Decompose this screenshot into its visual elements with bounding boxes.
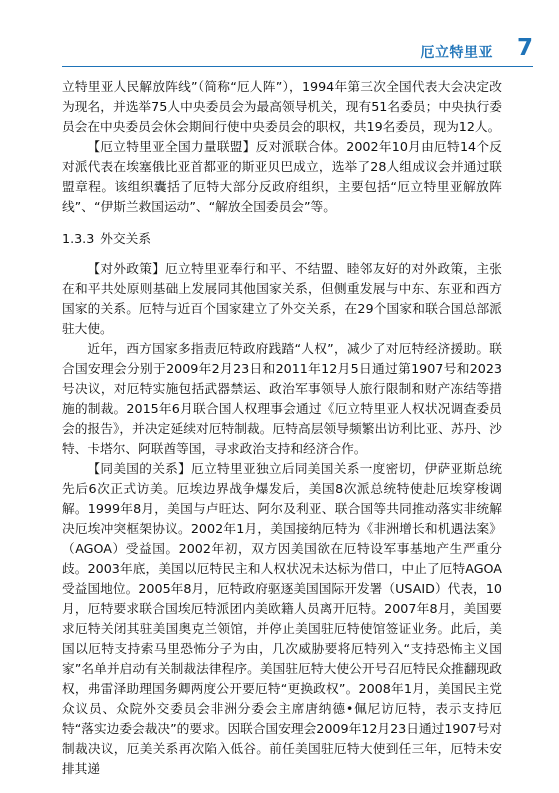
page-number: 7	[516, 35, 533, 61]
paragraph-foreign-policy: 【对外政策】厄立特里亚奉行和平、不结盟、睦邻友好的对外政策，主张在和平共处原则基础上发展同其他国家关系，但侧重发展与中东、东亚和西方国家的关系。厄特与近百个国家建立了外交关系，在29个国家和联合国总部派驻大使。	[62, 261, 502, 336]
section-heading-text: 外交关系	[100, 231, 152, 246]
paragraph-national-forces-alliance: 【厄立特里亚全国力量联盟】反对派联合体。2002年10月由厄特14个反对派代表在埃塞俄比亚首都亚的斯亚贝巴成立，选举了28人组成议会并通过联盟章程。该组织囊括了厄特大部分反政府组织，主要包括“厄立特里亚解放阵线”、“伊斯兰救国运动”、“解放全国委员会”等。	[62, 139, 502, 214]
page-body	[62, 77, 502, 779]
paragraph-us-relations: 【同美国的关系】厄立特里亚独立后同美国关系一度密切，伊萨亚斯总统先后6次正式访美。厄埃边界战争爆发后，美国8次派总统特使赴厄埃穿梭调解。1999年8月，美国与卢旺达、阿尔及利亚、联合国等共同推动落实非统解决厄埃冲突框架协议。2002年1月，美国接纳厄特为《非洲增长和机遇法案》（AGOA）受益国。2002年初，双方因美国欲在厄特设军事基地产生严重分歧。2003年底，美国以厄特民主和人权状况未达标为借口，中止了厄特AGOA受益国地位。2005年8月，厄特政府驱逐美国国际开发署（USAID）代表，10月，厄特要求联合国埃厄特派团内美欧籍人员离开厄特。2007年8月，美国要求厄特关闭其驻美国奥克兰领馆，并停止美国驻厄特使馆签证业务。此后，美国以厄特支持索马里恐怖分子为由，几次威胁要将厄特列入“支持恐怖主义国家”名单并启动有关制裁法律程序。美国驻厄特大使公开号召厄特民众推翻现政权，弗雷泽助理国务卿两度公开要厄特“更换政权”。2008年1月，美国民主党众议员、众院外交委员会非洲分委会主席唐纳德•佩尼访厄特，表示支持厄特“落实边委会裁决”的要求。因联合国安理会2009年12月23日通过1907号对制裁决议，厄美关系再次陷入低谷。前任美国驻厄特大使到任三年，厄特未安排其递	[62, 461, 502, 776]
paragraph-recent-years: 近年，西方国家多指责厄特政府践踏“人权”，减少了对厄特经济援助。联合国安理会分别于2009年2月23日和2011年12月5日通过第1907号和2023号决议，对厄特实施包括武器禁运、政治军事领导人旅行限制和财产冻结等措施的制裁。2015年6月联合国人权理事会通过《厄立特里亚人权状况调查委员会的报告》，并决定延续对厄特制裁。厄特高层领导频繁出访利比亚、苏丹、沙特、卡塔尔、阿联酋等国，寻求政治支持和经济合作。	[62, 341, 502, 456]
running-header-title: 厄立特里亚	[420, 45, 493, 61]
header-divider	[62, 66, 533, 67]
section-number: 1.3.3	[62, 231, 95, 246]
running-header	[0, 35, 559, 68]
paragraph-continued: 立特里亚人民解放阵线”（简称“厄人阵”），1994年第三次全国代表大会决定改为现名，并选举75人中央委员会为最高领导机关，现有51名委员；中央执行委员会在中央委员会休会期间行使中央委员会的职权，共19名委员，现为12人。	[62, 79, 502, 134]
section-heading	[62, 229, 502, 249]
